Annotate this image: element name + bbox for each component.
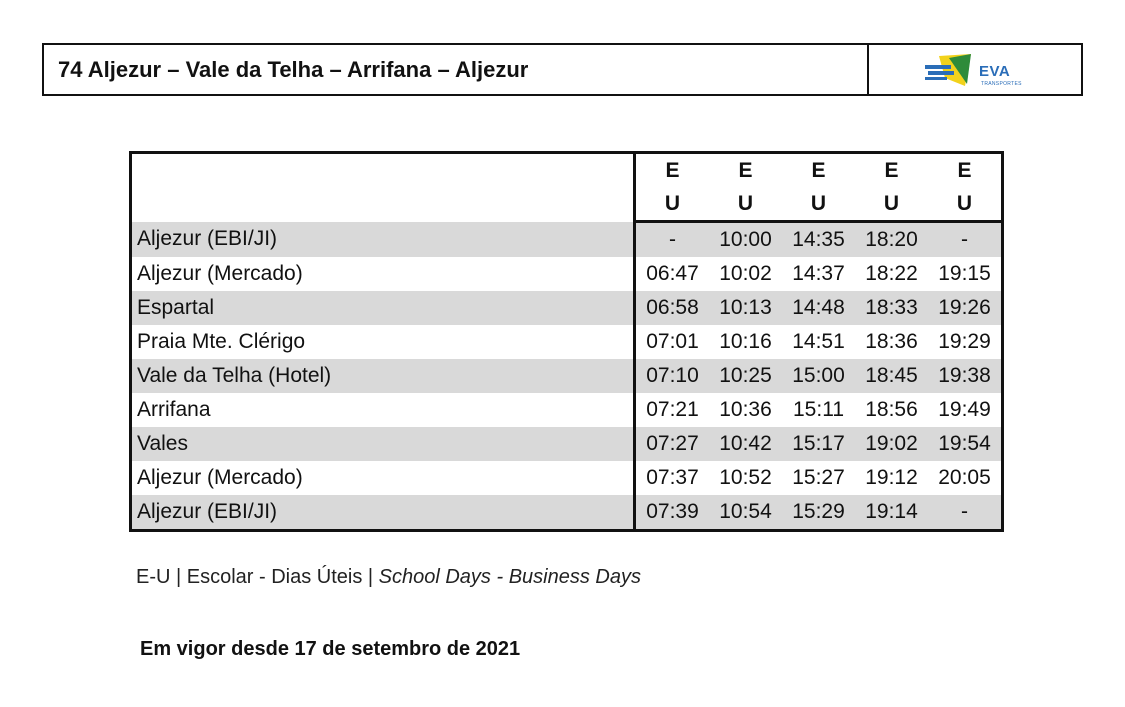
table-row [131, 291, 1003, 325]
col-header-3-line2: U [782, 187, 855, 222]
departure-time: 10:02 [719, 262, 772, 285]
departure-time: 19:12 [865, 466, 918, 489]
departure-time: 18:22 [865, 262, 918, 285]
validity-notice: Em vigor desde 17 de setembro de 2021 [140, 638, 521, 660]
stop-header [131, 153, 635, 222]
table-row [131, 359, 1003, 393]
departure-time: - [928, 495, 1003, 531]
departure-time: 18:36 [865, 330, 918, 353]
col-header-5-line2: U [928, 187, 1003, 222]
stop-name: Aljezur (Mercado) [131, 461, 635, 495]
departure-time: 06:58 [635, 291, 710, 325]
departure-time: 14:35 [782, 222, 855, 258]
col-header-5-line1: E [957, 158, 972, 182]
departure-time: 10:52 [719, 466, 772, 489]
table-row [131, 495, 1003, 531]
table-row [131, 461, 1003, 495]
table-row [131, 393, 1003, 427]
legend-pt: E-U | Escolar - Dias Úteis | [136, 566, 379, 588]
departure-time: 07:21 [646, 398, 699, 421]
route-title: 74 Aljezur – Vale da Telha – Arrifana – Aljezur [44, 45, 869, 94]
stop-name: Aljezur (EBI/JI) [131, 495, 635, 531]
departure-time: 07:01 [646, 330, 699, 353]
departure-time: 15:17 [782, 427, 855, 461]
departure-time: 10:42 [709, 427, 782, 461]
departure-time: 10:16 [719, 330, 772, 353]
stop-name: Vales [131, 427, 635, 461]
col-header-3-line1: E [811, 158, 826, 182]
stop-name: Vale da Telha (Hotel) [131, 359, 635, 393]
departure-time: 14:51 [792, 330, 845, 353]
departure-time: 15:27 [792, 466, 845, 489]
departure-time: 18:56 [865, 398, 918, 421]
departure-time: 14:37 [792, 262, 845, 285]
departure-time: 20:05 [938, 466, 991, 489]
departure-time: 19:38 [928, 359, 1003, 393]
eva-logo-icon [925, 54, 977, 88]
departure-time: 18:33 [855, 291, 928, 325]
departure-time: 19:15 [938, 262, 991, 285]
col-header-2-line2: U [709, 187, 782, 222]
departure-time: 19:02 [855, 427, 928, 461]
eva-logo [925, 50, 1025, 90]
departure-time: 19:29 [938, 330, 991, 353]
timetable [129, 151, 1004, 532]
col-header-1-line1: E [665, 158, 680, 182]
stop-name: Arrifana [131, 393, 635, 427]
departure-time: 15:29 [782, 495, 855, 531]
stop-name: Praia Mte. Clérigo [131, 325, 635, 359]
logo-brand-text: EVA [979, 62, 1011, 80]
col-header-1-line2: U [635, 187, 710, 222]
legend-en: School Days - Business Days [378, 566, 641, 588]
stop-name: Aljezur (EBI/JI) [131, 222, 635, 258]
table-row [131, 427, 1003, 461]
table-row [131, 325, 1003, 359]
departure-time: 07:27 [635, 427, 710, 461]
departure-time: - [928, 222, 1003, 258]
departure-time: 10:54 [709, 495, 782, 531]
departure-time: 19:14 [855, 495, 928, 531]
route-header [42, 43, 1083, 96]
departure-time: 10:25 [709, 359, 782, 393]
departure-time: 07:39 [635, 495, 710, 531]
departure-time: - [635, 222, 710, 258]
departure-time: 14:48 [782, 291, 855, 325]
departure-time: 07:37 [646, 466, 699, 489]
timetable-body [131, 222, 1003, 531]
departure-time: 18:45 [855, 359, 928, 393]
header-row-1 [131, 153, 1003, 188]
col-header-2-line1: E [738, 158, 753, 182]
legend [136, 566, 641, 589]
stop-name: Espartal [131, 291, 635, 325]
departure-time: 15:00 [782, 359, 855, 393]
departure-time: 18:20 [855, 222, 928, 258]
col-header-4-line2: U [855, 187, 928, 222]
departure-time: 10:36 [719, 398, 772, 421]
logo-subtitle-text: TRANSPORTES [981, 80, 1022, 87]
logo-cell [869, 45, 1081, 94]
departure-time: 07:10 [635, 359, 710, 393]
departure-time: 19:26 [928, 291, 1003, 325]
departure-time: 10:13 [709, 291, 782, 325]
stop-name: Aljezur (Mercado) [131, 257, 635, 291]
departure-time: 15:11 [793, 398, 844, 421]
table-row [131, 222, 1003, 258]
table-row [131, 257, 1003, 291]
departure-time: 10:00 [709, 222, 782, 258]
departure-time: 19:49 [938, 398, 991, 421]
col-header-4-line1: E [884, 158, 899, 182]
departure-time: 06:47 [646, 262, 699, 285]
departure-time: 19:54 [928, 427, 1003, 461]
